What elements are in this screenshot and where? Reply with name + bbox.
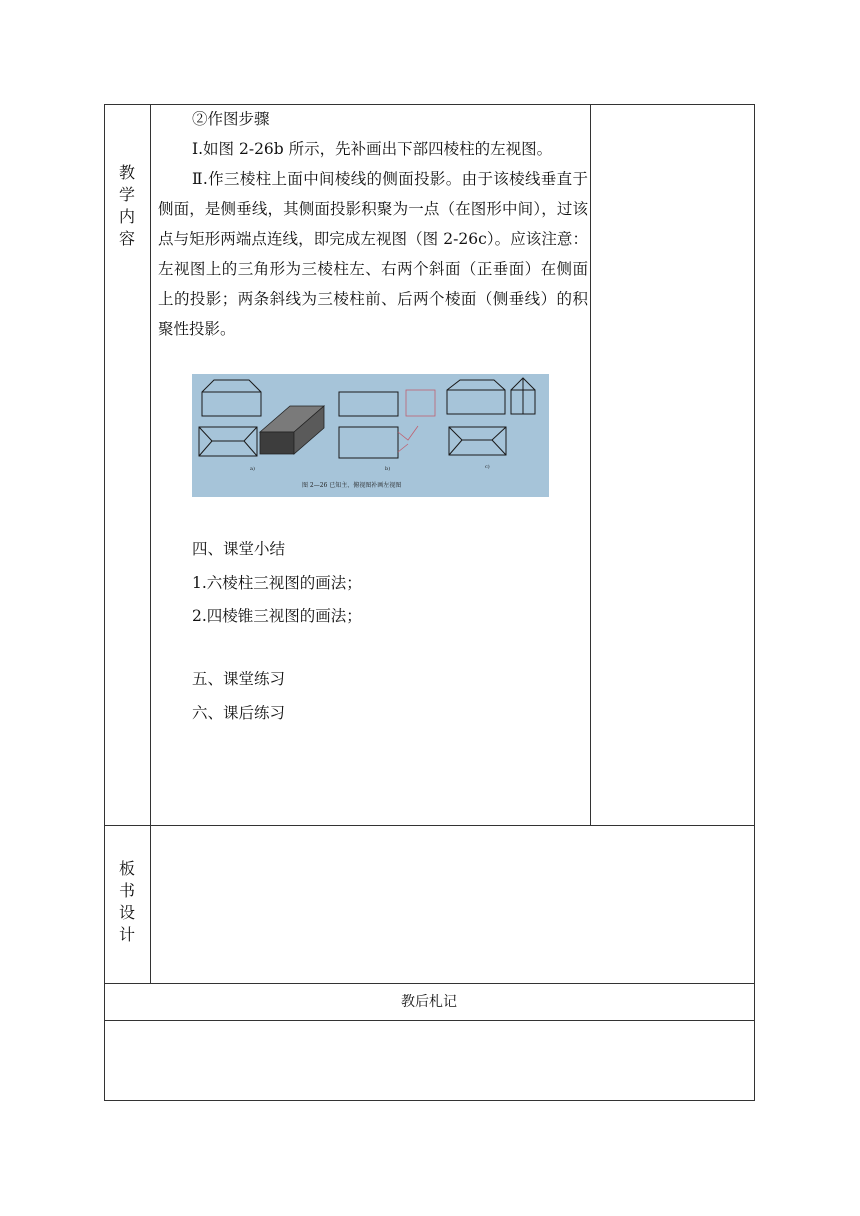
board-design-label xyxy=(104,858,150,946)
table-border-bottom xyxy=(104,1100,755,1101)
label-char: 板 xyxy=(118,859,135,878)
summary-item-2: 2.四棱锥三视图的画法； xyxy=(192,607,362,625)
label-column-divider xyxy=(150,104,151,984)
figure-label-b: b) xyxy=(385,466,391,472)
table-border-right xyxy=(754,104,755,1101)
step-2-text: Ⅱ.作三棱柱上面中间棱线的侧面投影。由于该棱线垂直于侧面，是侧垂线，其侧面投影积聚为一点（在图形中间），过该点与矩形两端点连线，即完成左视图（图 2-26c）。应该注意：左视图上的三角形为三棱柱左、右两个斜面（正垂面）在侧面上的投影；两条斜线为三棱柱前、后两个棱面（侧垂线）的积聚性投影。 xyxy=(158,170,588,338)
summary-item-1: 1.六棱柱三视图的画法； xyxy=(192,574,362,592)
figure-2-26 xyxy=(192,374,549,497)
label-char: 容 xyxy=(118,229,135,248)
label-char: 计 xyxy=(118,925,135,944)
teaching-content-label xyxy=(104,162,150,250)
homework-heading: 六、课后练习 xyxy=(192,704,286,722)
row-divider-1 xyxy=(104,825,755,826)
step-1-text: Ⅰ.如图 2-26b 所示，先补画出下部四棱柱的左视图。 xyxy=(192,140,553,158)
figure-caption: 图 2—26 已知主、俯视图补画左视图 xyxy=(302,482,402,489)
figure-drawing xyxy=(192,374,549,497)
summary-heading: 四、课堂小结 xyxy=(192,540,286,558)
label-char: 内 xyxy=(118,207,135,226)
class-exercise-heading: 五、课堂练习 xyxy=(192,670,286,688)
row-divider-3 xyxy=(104,1020,755,1021)
teaching-content-body xyxy=(158,104,588,344)
content-right-divider xyxy=(590,104,591,826)
step-heading: ②作图步骤 xyxy=(192,110,270,128)
table-border-left xyxy=(104,104,105,1101)
label-char: 设 xyxy=(118,903,135,922)
figure-label-a: a) xyxy=(250,466,255,472)
label-char: 学 xyxy=(118,185,135,204)
figure-label-c: c) xyxy=(485,464,490,470)
label-char: 教 xyxy=(118,163,135,182)
label-char: 书 xyxy=(118,881,135,900)
post-notes-header: 教后札记 xyxy=(401,994,457,1010)
